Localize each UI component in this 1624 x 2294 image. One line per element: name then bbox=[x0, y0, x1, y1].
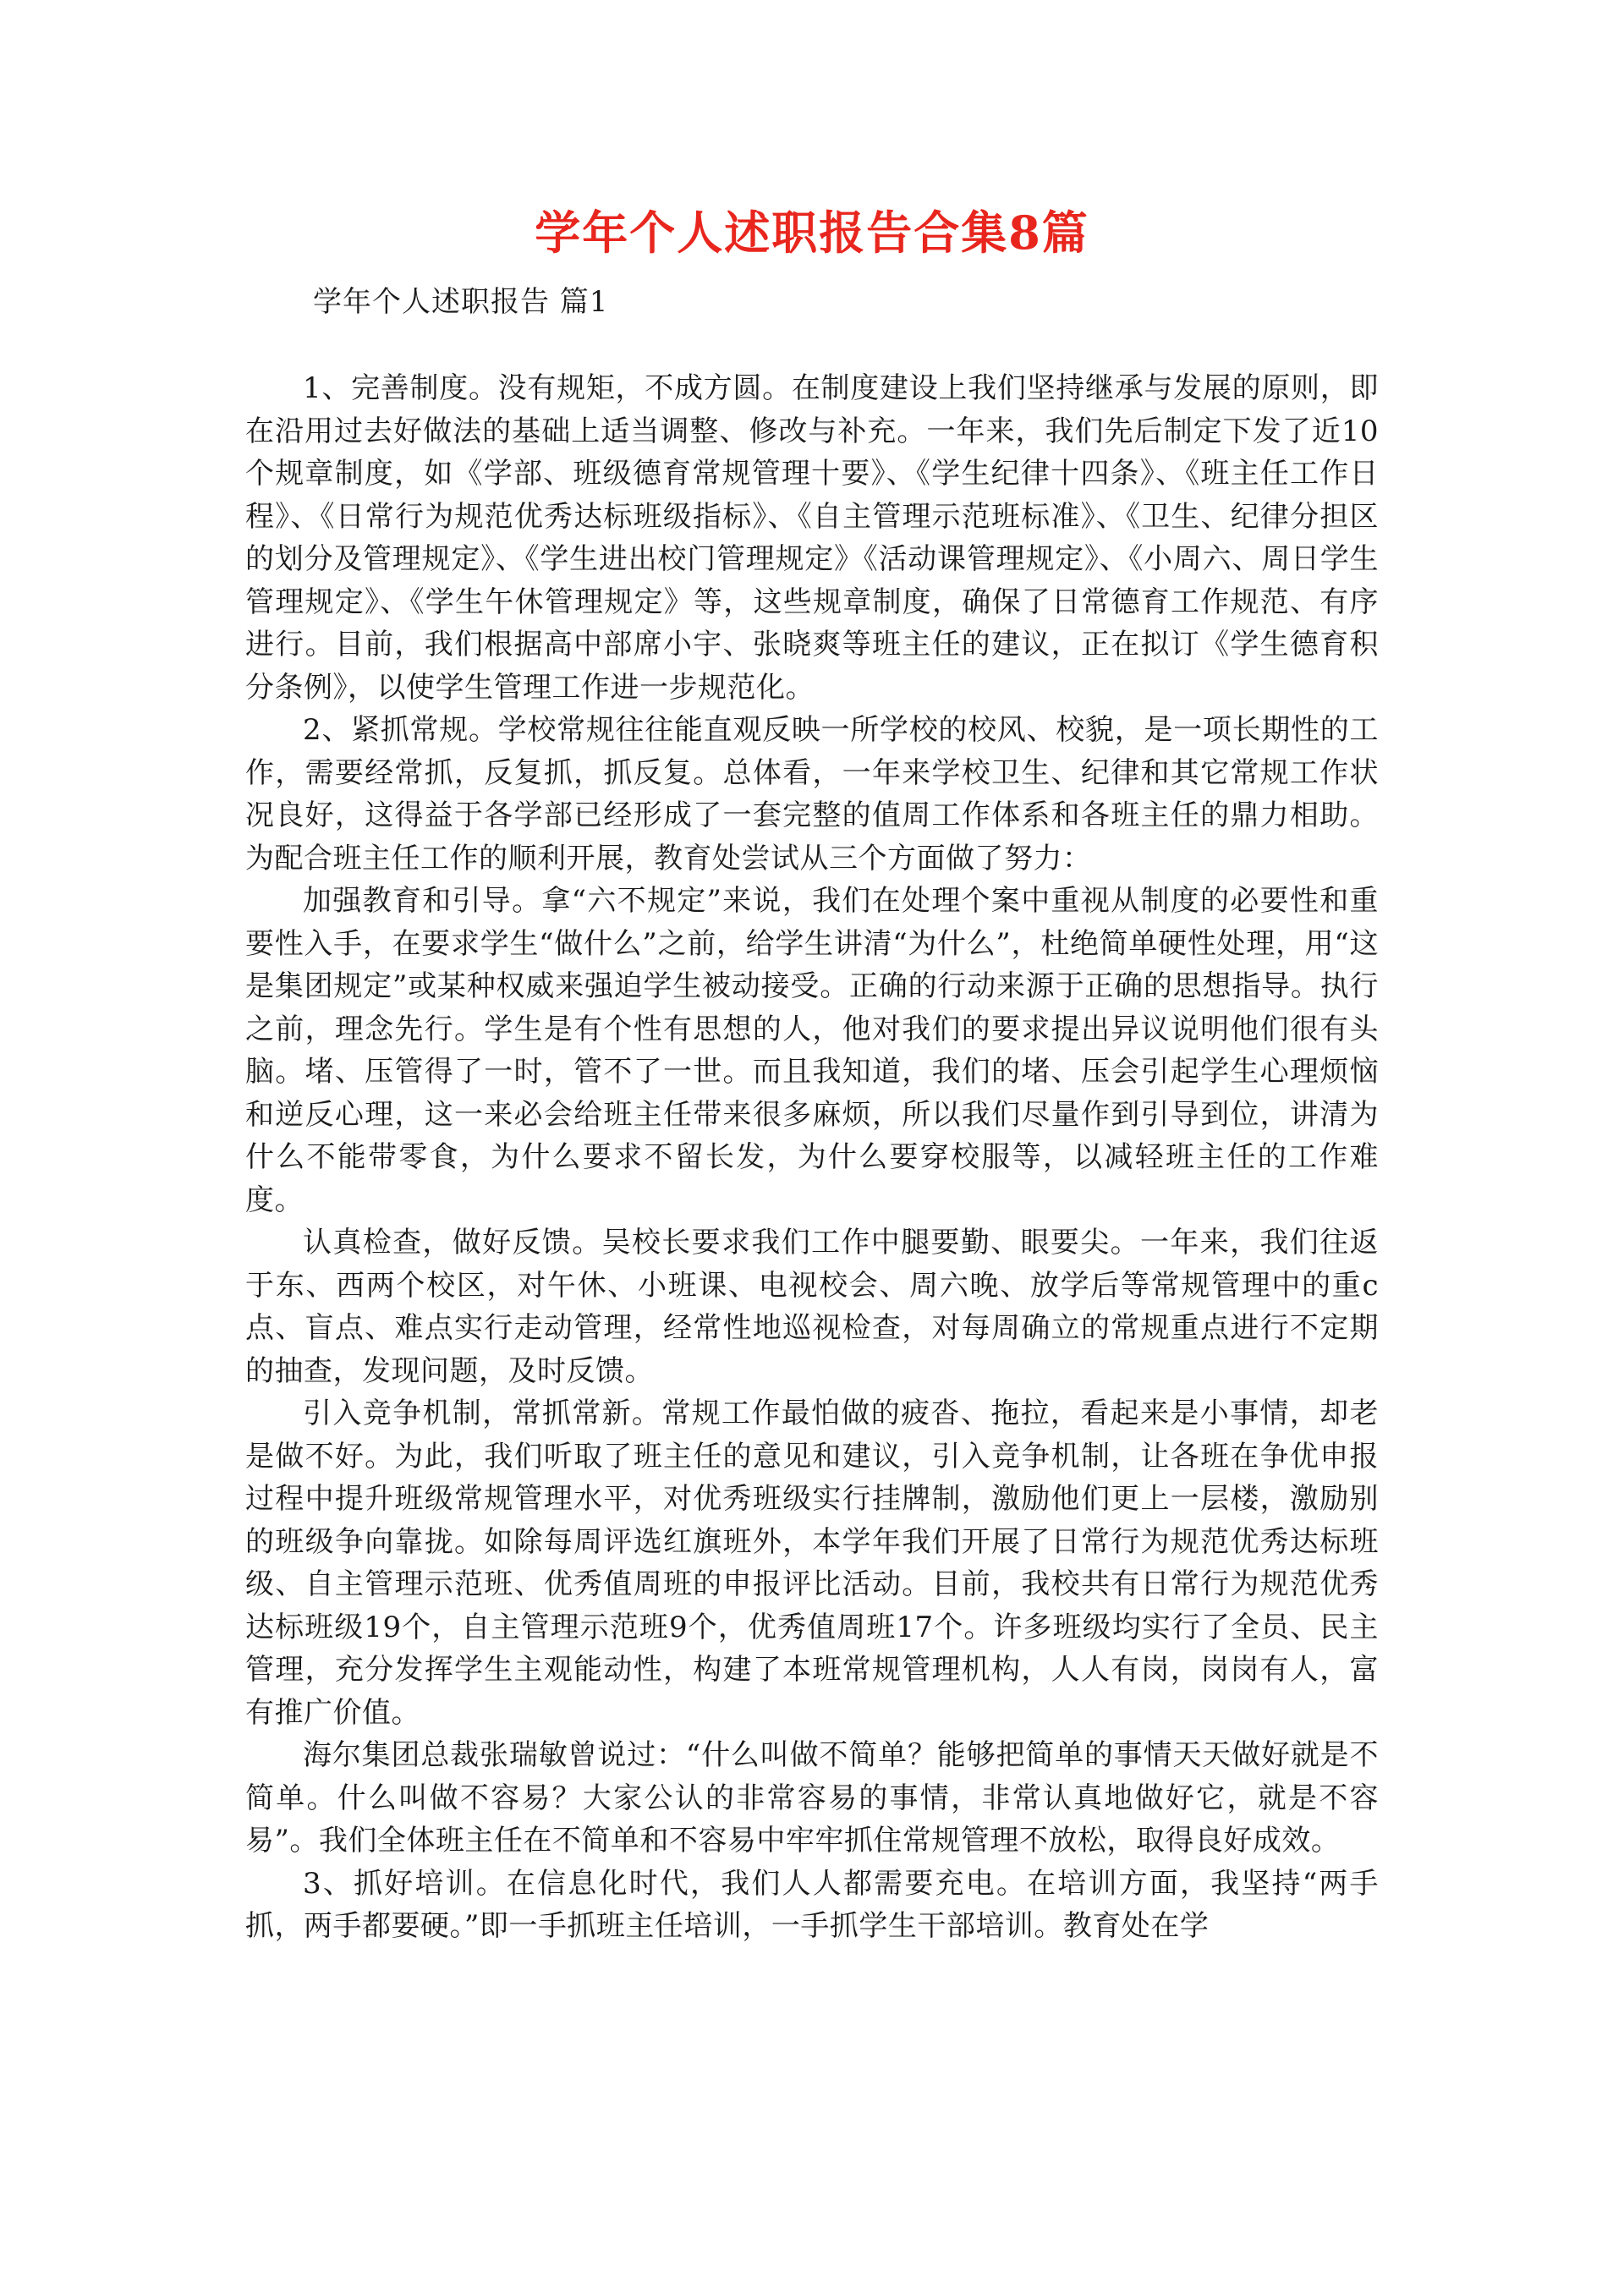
paragraph: 1、完善制度。没有规矩，不成方圆。在制度建设上我们坚持继承与发展的原则，即在沿用过去好做法的基础上适当调整、修改与补充。一年来，我们先后制定下发了近10个规章制度，如《学部、班级德育常规管理十要》、《学生纪律十四条》、《班主任工作日程》、《日常行为规范优秀达标班级指标》、《自主管理示范班标准》、《卫生、纪律分担区的划分及管理规定》、《学生进出校门管理规定》《活动课管理规定》、《小周六、周日学生管理规定》、《学生午休管理规定》等，这些规章制度，确保了日常德育工作规范、有序进行。目前，我们根据高中部席小宇、张晓爽等班主任的建议，正在拟订《学生德育积分条例》，以使学生管理工作进一步规范化。 bbox=[245, 371, 1379, 705]
paragraph: 引入竞争机制，常抓常新。常规工作最怕做的疲沓、拖拉，看起来是小事情，却老是做不好。为此，我们听取了班主任的意见和建议，引入竞争机制，让各班在争优申报过程中提升班级常规管理水平，对优秀班级实行挂牌制，激励他们更上一层楼，激励别的班级争向靠拢。如除每周评选红旗班外，本学年我们开展了日常行为规范优秀达标班级、自主管理示范班、优秀值周班的申报评比活动。目前，我校共有日常行为规范优秀达标班级19个，自主管理示范班9个，优秀值周班17个。许多班级均实行了全员、民主管理，充分发挥学生主观能动性，构建了本班常规管理机构，人人有岗，岗岗有人，富有推广价值。 bbox=[245, 1397, 1379, 1730]
document-body bbox=[245, 367, 1379, 1948]
paragraph: 2、紧抓常规。学校常规往往能直观反映一所学校的校风、校貌，是一项长期性的工作，需要经常抓，反复抓，抓反复。总体看，一年来学校卫生、纪律和其它常规工作状况良好，这得益于各学部已经形成了一套完整的值周工作体系和各班主任的鼎力相助。为配合班主任工作的顺利开展，教育处尝试从三个方面做了努力： bbox=[245, 713, 1379, 875]
paragraph: 海尔集团总裁张瑞敏曾说过：“什么叫做不简单？能够把简单的事情天天做好就是不简单。什么叫做不容易？大家公认的非常容易的事情，非常认真地做好它，就是不容易”。我们全体班主任在不简单和不容易中牢牢抓住常规管理不放松，取得良好成效。 bbox=[245, 1738, 1379, 1858]
paragraph: 认真检查，做好反馈。吴校长要求我们工作中腿要勤、眼要尖。一年来，我们往返于东、西两个校区，对午休、小班课、电视校会、周六晚、放学后等常规管理中的重c点、盲点、难点实行走动管理，经常性地巡视检查，对每周确立的常规重点进行不定期的抽查，发现问题，及时反馈。 bbox=[245, 1226, 1379, 1388]
document-title: 学年个人述职报告合集8篇 bbox=[535, 206, 1089, 260]
section-heading: 学年个人述职报告 篇1 bbox=[313, 285, 609, 319]
paragraph: 3、抓好培训。在信息化时代，我们人人都需要充电。在培训方面，我坚持“两手抓，两手都要硬。”即一手抓班主任培训，一手抓学生干部培训。教育处在学 bbox=[245, 1866, 1379, 1943]
paragraph: 加强教育和引导。拿“六不规定”来说，我们在处理个案中重视从制度的必要性和重要性入手，在要求学生“做什么”之前，给学生讲清“为什么”，杜绝简单硬性处理，用“这是集团规定”或某种权威来强迫学生被动接受。正确的行动来源于正确的思想指导。执行之前，理念先行。学生是有个性有思想的人，他对我们的要求提出异议说明他们很有头脑。堵、压管得了一时，管不了一世。而且我知道，我们的堵、压会引起学生心理烦恼和逆反心理，这一来必会给班主任带来很多麻烦，所以我们尽量作到引导到位，讲清为什么不能带零食，为什么要求不留长发，为什么要穿校服等，以减轻班主任的工作难度。 bbox=[245, 884, 1379, 1217]
